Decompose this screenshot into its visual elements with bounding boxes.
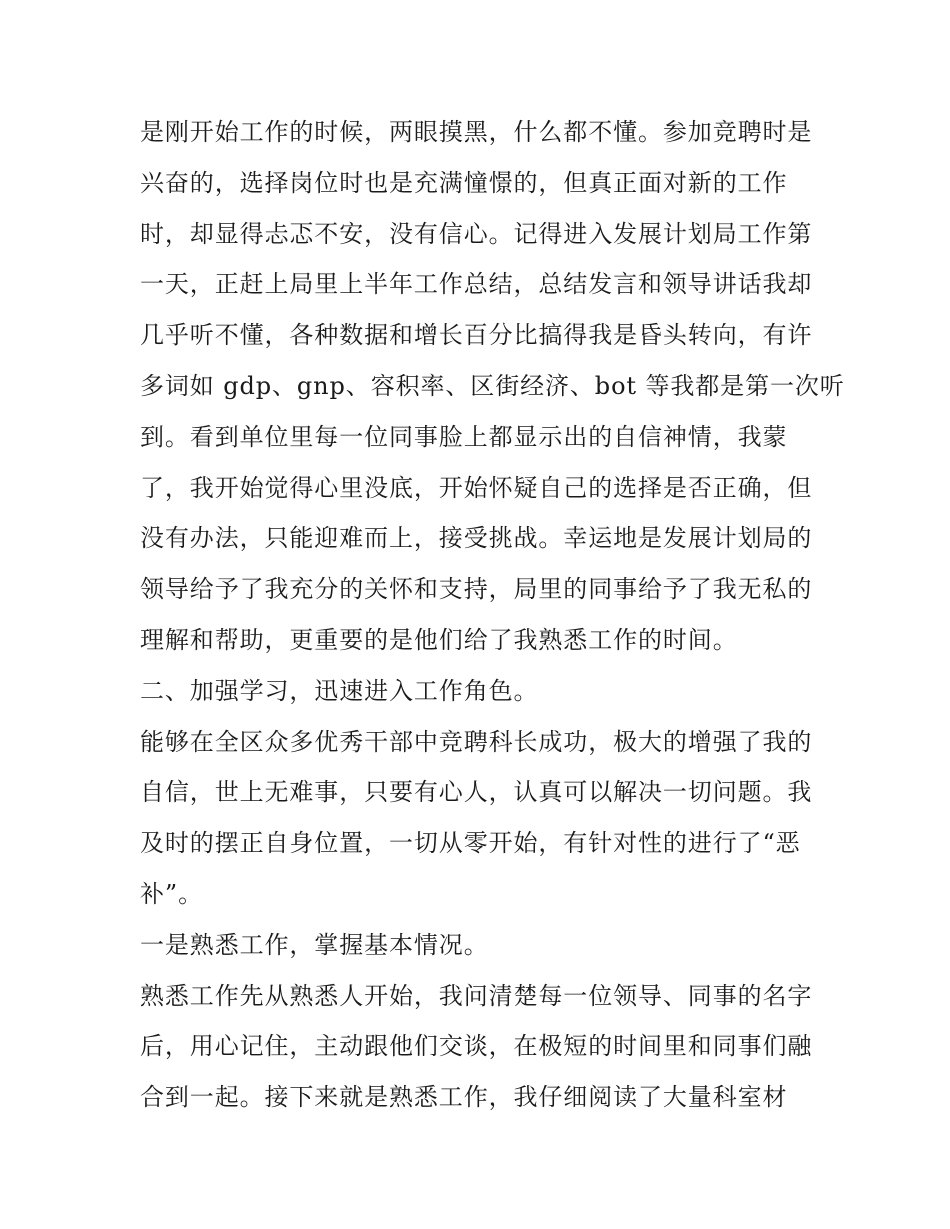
text-line: 一天，正赶上局里上半年工作总结，总结发言和领导讲话我却 bbox=[140, 270, 813, 299]
text-line: 兴奋的，选择岗位时也是充满憧憬的，但真正面对新的工作 bbox=[140, 168, 788, 197]
text-line: 能够在全区众多优秀干部中竞聘科长成功，极大的增强了我的 bbox=[140, 727, 813, 756]
text-line: 合到一起。接下来就是熟悉工作，我仔细阅读了大量科室材 bbox=[140, 1083, 788, 1112]
document-body bbox=[140, 107, 845, 1123]
text-line: 及时的摆正自身位置，一切从零开始，有针对性的进行了“恶 bbox=[140, 829, 801, 858]
text-line: 多词如 gdp、gnp、容积率、区街经济、bot 等我都是第一次听 bbox=[140, 371, 845, 400]
text-line: 熟悉工作先从熟悉人开始，我问清楚每一位领导、同事的名字 bbox=[140, 981, 813, 1010]
text-line: 没有办法，只能迎难而上，接受挑战。幸运地是发展计划局的 bbox=[140, 524, 813, 553]
text-line: 补”。 bbox=[140, 879, 203, 908]
subsection-heading: 一是熟悉工作，掌握基本情况。 bbox=[140, 930, 489, 959]
text-line: 时，却显得忐忑不安，没有信心。记得进入发展计划局工作第 bbox=[140, 219, 813, 248]
text-line: 几乎听不懂，各种数据和增长百分比搞得我是昏头转向，有许 bbox=[140, 321, 813, 350]
text-line: 领导给予了我充分的关怀和支持，局里的同事给予了我无私的 bbox=[140, 575, 813, 604]
text-line: 到。看到单位里每一位同事脸上都显示出的自信神情，我蒙 bbox=[140, 422, 788, 451]
section-heading: 二、加强学习，迅速进入工作角色。 bbox=[140, 676, 539, 705]
text-line: 自信，世上无难事，只要有心人，认真可以解决一切问题。我 bbox=[140, 778, 813, 807]
text-line: 了，我开始觉得心里没底，开始怀疑自己的选择是否正确，但 bbox=[140, 473, 813, 502]
text-line: 理解和帮助，更重要的是他们给了我熟悉工作的时间。 bbox=[140, 625, 738, 654]
text-line: 后，用心记住，主动跟他们交谈，在极短的时间里和同事们融 bbox=[140, 1032, 813, 1061]
text-line: 是刚开始工作的时候，两眼摸黑，什么都不懂。参加竞聘时是 bbox=[140, 118, 813, 146]
